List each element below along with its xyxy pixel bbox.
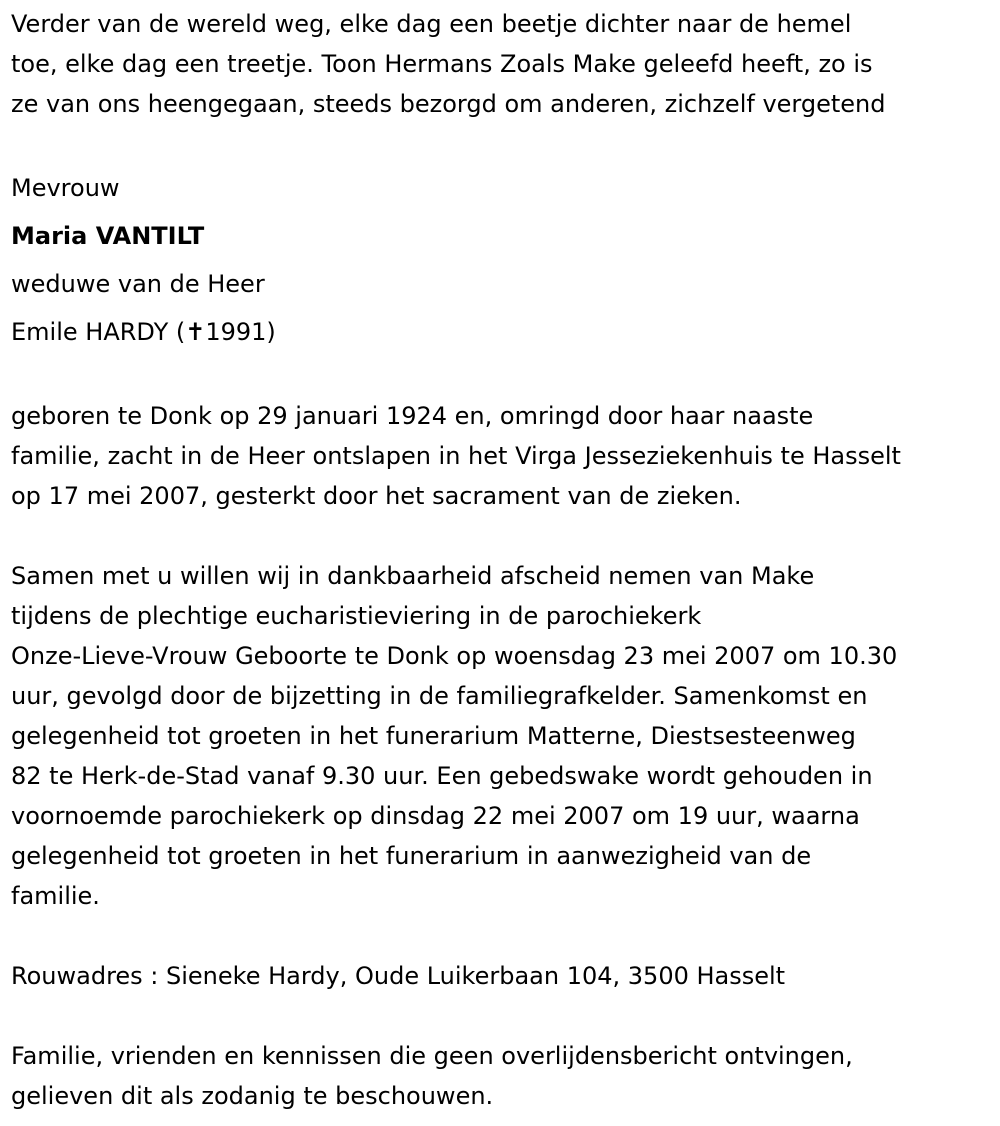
poem-line: toe, elke dag een treetje. Toon Hermans Zoals Make geleefd heeft, zo is (11, 50, 873, 78)
address-paragraph (11, 956, 995, 996)
poem-line: Verder van de wereld weg, elke dag een beetje dichter naar de hemel (11, 10, 852, 38)
spouse-name: Emile HARDY (✝1991) (11, 318, 276, 346)
notice-line: gelieven dit als zodanig te beschouwen. (11, 1082, 494, 1110)
ceremony-line: uur, gevolgd door de bijzetting in de familiegrafkelder. Samenkomst en (11, 682, 868, 710)
spacer (11, 124, 995, 164)
ceremony-line: Onze-Lieve-Vrouw Geboorte te Donk op woensdag 23 mei 2007 om 10.30 (11, 642, 898, 670)
ceremony-line: familie. (11, 882, 100, 910)
deceased-name: Maria VANTILT (11, 222, 205, 250)
birth-death-paragraph (11, 396, 995, 516)
spacer (11, 356, 995, 396)
salutation: Mevrouw (11, 174, 120, 202)
ceremony-line: tijdens de plechtige eucharistieviering in de parochiekerk (11, 602, 702, 630)
relation-text: weduwe van de Heer (11, 270, 265, 298)
poem-paragraph (11, 4, 995, 124)
death-notice (11, 0, 995, 1116)
birth-death-line: geboren te Donk op 29 januari 1924 en, omringd door haar naaste (11, 402, 814, 430)
ceremony-line: gelegenheid tot groeten in het funerarium in aanwezigheid van de (11, 842, 812, 870)
birth-death-line: op 17 mei 2007, gesterkt door het sacrament van de zieken. (11, 482, 742, 510)
mourning-address: Rouwadres : Sieneke Hardy, Oude Luikerbaan 104, 3500 Hasselt (11, 962, 786, 990)
spacer (11, 996, 995, 1036)
notice-line: Familie, vrienden en kennissen die geen overlijdensbericht ontvingen, (11, 1042, 853, 1070)
deceased-block (11, 164, 995, 356)
ceremony-line: 82 te Herk-de-Stad vanaf 9.30 uur. Een gebedswake wordt gehouden in (11, 762, 873, 790)
spacer (11, 516, 995, 556)
spacer (11, 916, 995, 956)
ceremony-line: Samen met u willen wij in dankbaarheid afscheid nemen van Make (11, 562, 815, 590)
ceremony-line: voornoemde parochiekerk op dinsdag 22 mei 2007 om 19 uur, waarna (11, 802, 860, 830)
ceremony-paragraph (11, 556, 995, 916)
birth-death-line: familie, zacht in de Heer ontslapen in het Virga Jesseziekenhuis te Hasselt (11, 442, 901, 470)
ceremony-line: gelegenheid tot groeten in het funerarium Matterne, Diestsesteenweg (11, 722, 856, 750)
notice-paragraph (11, 1036, 995, 1116)
poem-line: ze van ons heengegaan, steeds bezorgd om anderen, zichzelf vergetend (11, 90, 886, 118)
